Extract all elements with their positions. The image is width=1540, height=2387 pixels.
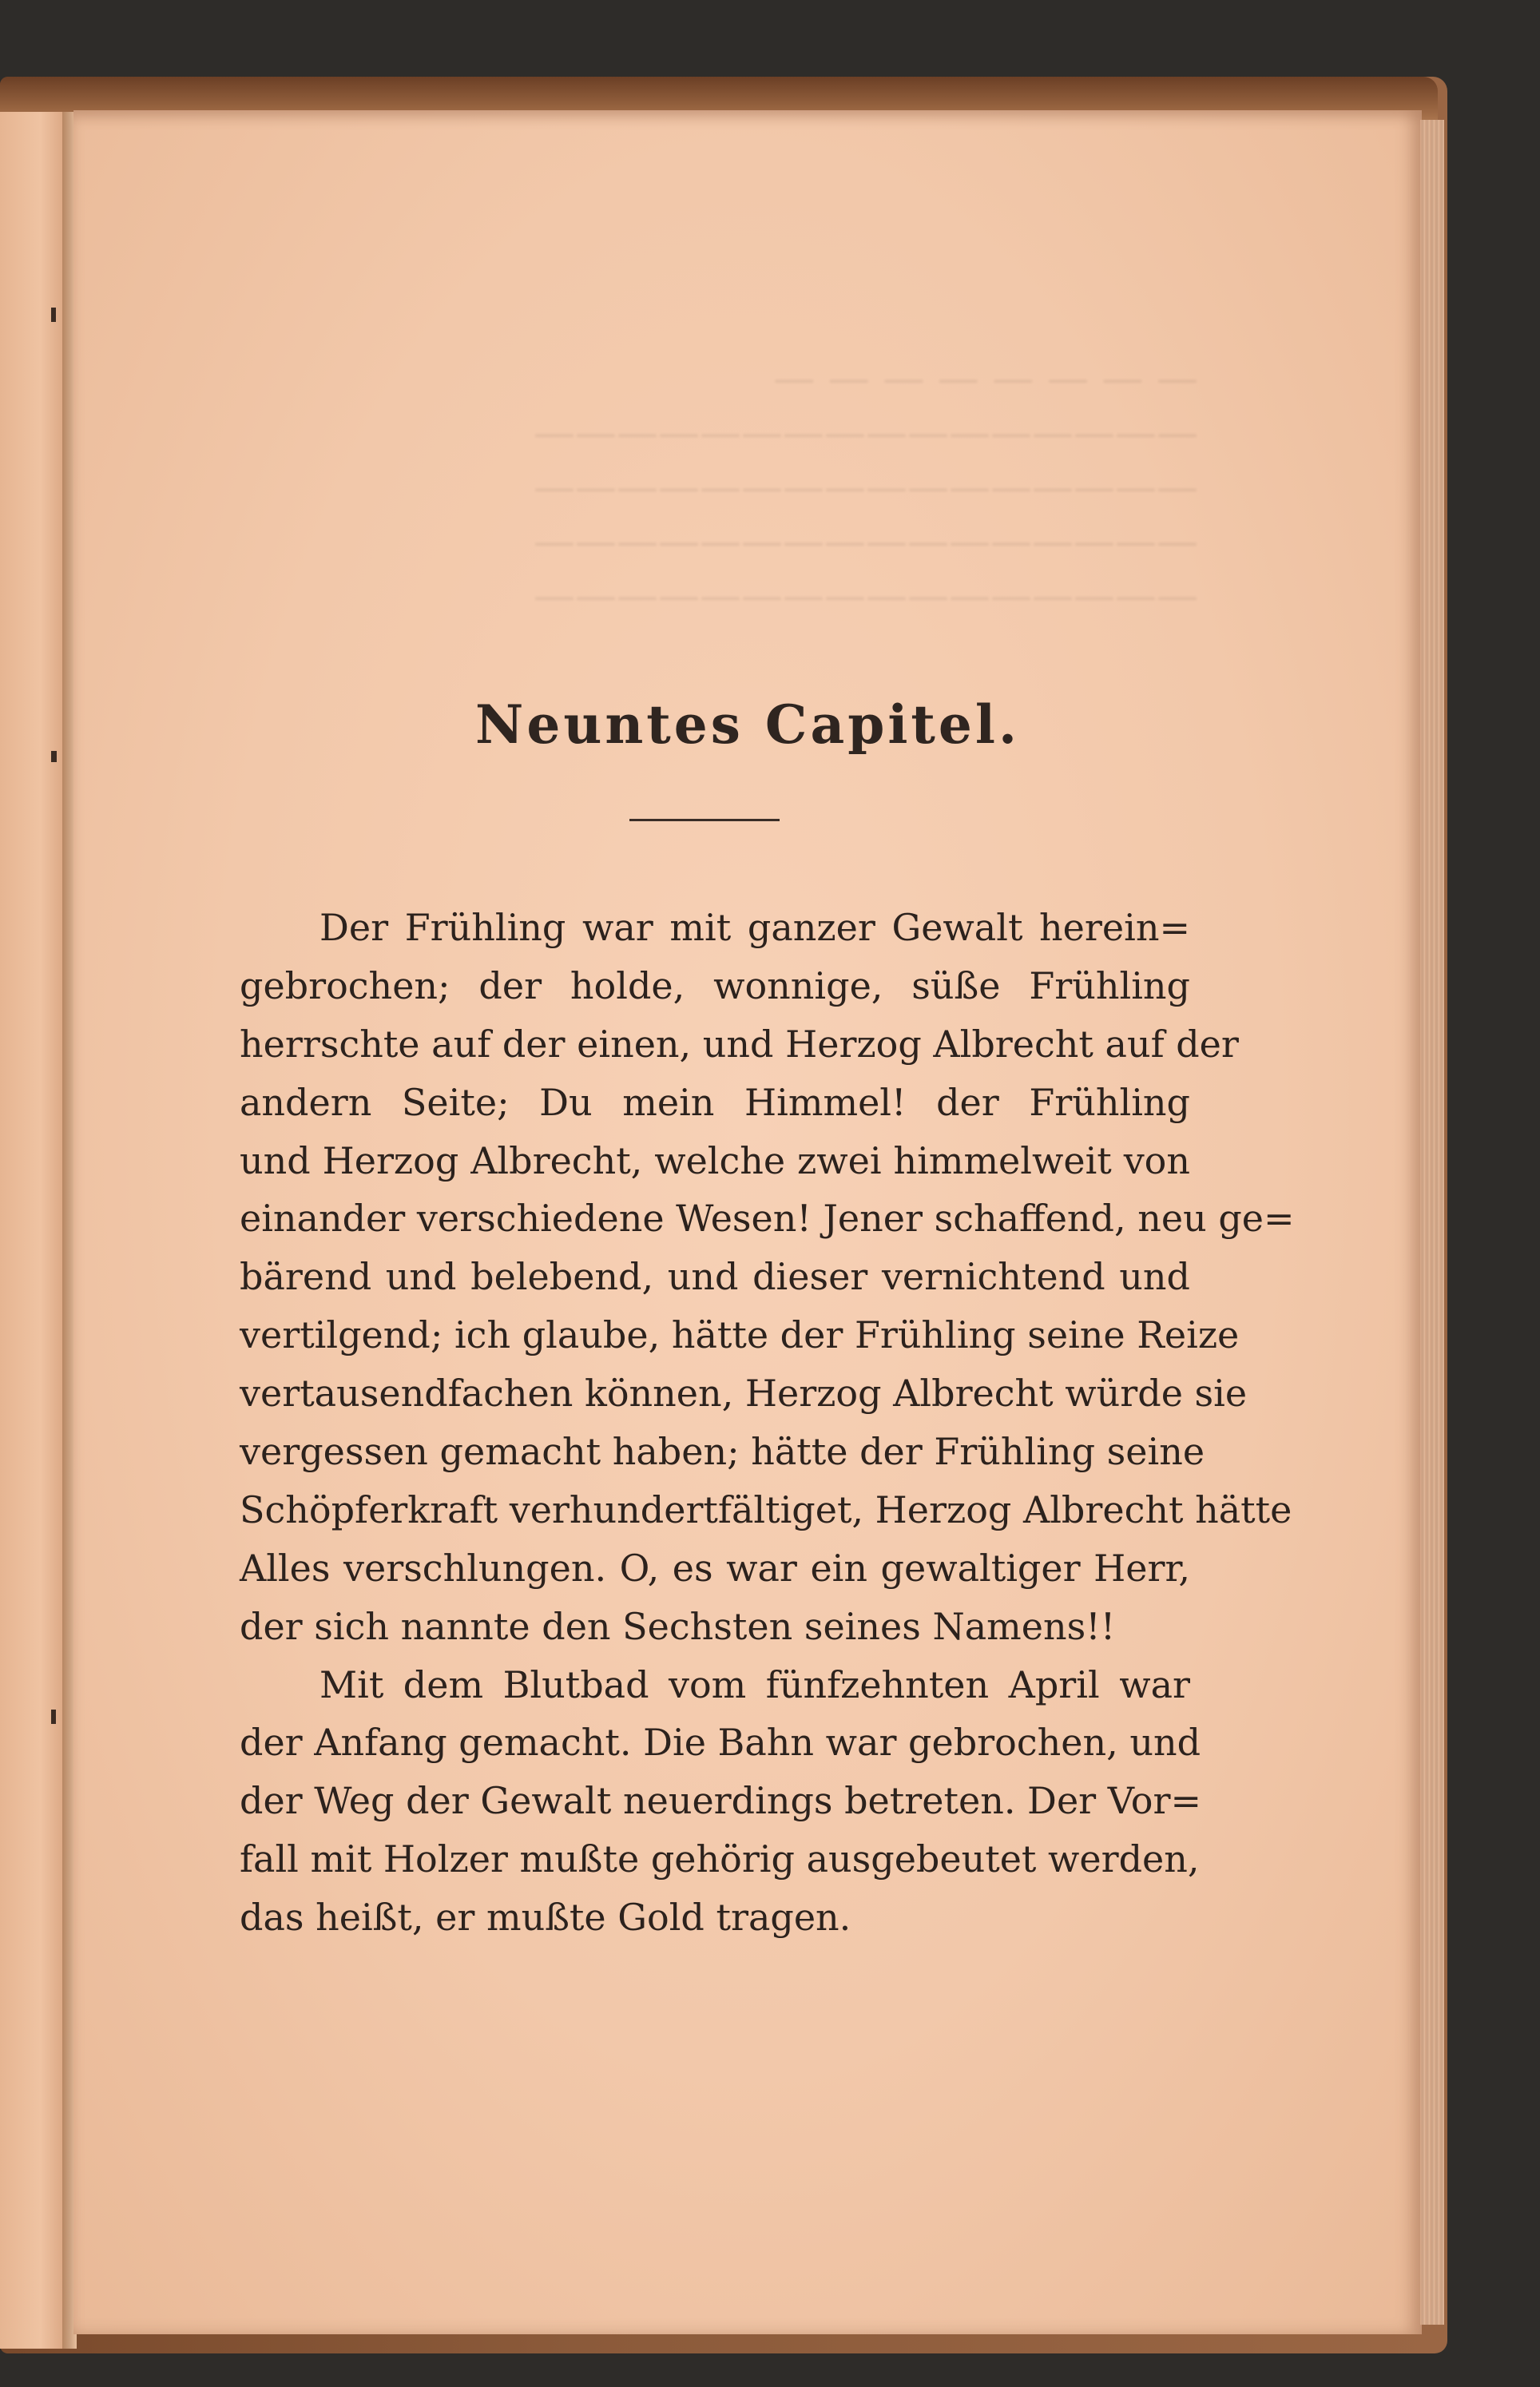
spine-mark <box>51 751 57 762</box>
body-text <box>240 899 1295 1947</box>
title-divider <box>629 819 780 821</box>
text-line: herrschte auf der einen, und Herzog Albrecht auf der <box>240 1022 1239 1066</box>
chapter-title: Neuntes Capitel. <box>475 693 1020 756</box>
spine-mark <box>51 308 56 322</box>
text-line: Der Frühling war mit ganzer Gewalt herein= <box>320 906 1190 949</box>
text-line: einander verschiedene Wesen! Jener schaffend, neu ge= <box>240 1197 1295 1241</box>
spine-mark <box>51 1710 56 1724</box>
reverse-side-bleed-through: — — — — — — — — ———————————————— ———————————————— ———————————————— ———————————————— <box>534 355 1198 620</box>
text-line: vertausendfachen können, Herzog Albrecht würde sie <box>240 1372 1248 1416</box>
text-line: vergessen gemacht haben; hätte der Frühling seine <box>240 1430 1205 1474</box>
text-line: der Weg der Gewalt neuerdings betreten. Der Vor= <box>240 1779 1201 1823</box>
text-line: und Herzog Albrecht, welche zwei himmelweit von <box>240 1138 1190 1182</box>
text-line: der Anfang gemacht. Die Bahn war gebrochen, und <box>240 1721 1201 1765</box>
text-line: der sich nannte den Sechsten seines Namens!! <box>240 1604 1116 1648</box>
text-line: andern Seite; Du mein Himmel! der Frühling <box>240 1080 1190 1124</box>
text-line: gebrochen; der holde, wonnige, süße Frühling <box>240 963 1190 1007</box>
text-line: Schöpferkraft verhundertfältiget, Herzog Albrecht hätte <box>240 1487 1292 1531</box>
text-line: vertilgend; ich glaube, hätte der Frühling seine Reize <box>240 1313 1240 1357</box>
text-line: Alles verschlungen. O, es war ein gewaltiger Herr, <box>240 1546 1190 1590</box>
page-stack-edge <box>1420 120 1444 2325</box>
text-line: das heißt, er mußte Gold tragen. <box>240 1896 851 1940</box>
text-line: fall mit Holzer mußte gehörig ausgebeutet werden, <box>240 1837 1200 1881</box>
left-facing-page <box>0 112 67 2349</box>
text-line: bärend und belebend, und dieser vernichtend und <box>240 1255 1190 1299</box>
text-line: Mit dem Blutbad vom fünfzehnten April war <box>320 1662 1190 1706</box>
